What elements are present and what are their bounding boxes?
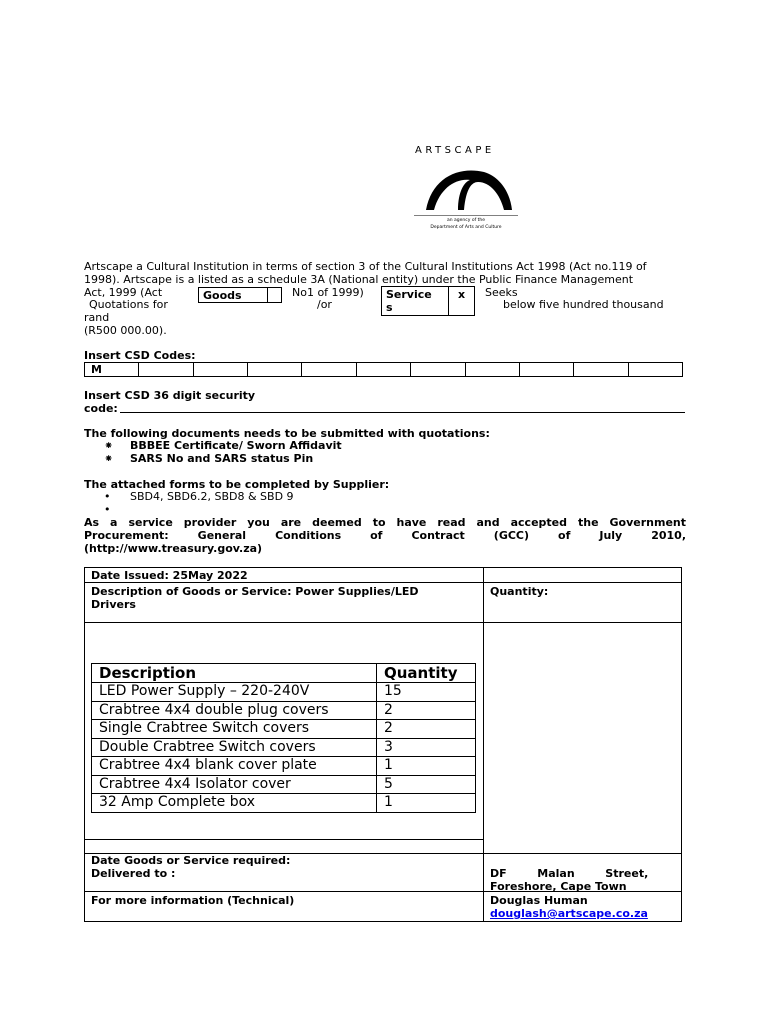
csd-cell-6[interactable] [357, 363, 411, 376]
table-divider [85, 622, 681, 623]
intro-line-1: Artscape a Cultural Institution in terms of section 3 of the Cultural Institutions Act 1998 (Act no.119 of [84, 260, 647, 273]
gcc-line-3: (http://www.treasury.gov.za) [84, 542, 263, 555]
csd-cell-5[interactable] [302, 363, 356, 376]
bullet-icon: ⁕ [104, 439, 114, 452]
csd-security-label-2: code: [84, 402, 118, 415]
description-line-1: Description of Goods or Service: Power Supplies/LED [91, 585, 419, 598]
intro-line-4b: /or [317, 298, 332, 311]
table-divider [483, 568, 484, 921]
csd-cell-7[interactable] [411, 363, 465, 376]
logo-subtitle-1: an agency of the [447, 218, 485, 223]
table-divider [85, 839, 483, 840]
csd-security-label-1: Insert CSD 36 digit security [84, 389, 256, 402]
csd-cell-8[interactable] [466, 363, 520, 376]
forms-heading: The attached forms to be completed by Supplier: [84, 478, 390, 491]
gcc-line-1: As a service provider you are deemed to have read and accepted the Government [84, 516, 686, 529]
intro-line-2: 1998). Artscape is a listed as a schedule 3A (National entity) under the Public Finance Management [84, 273, 634, 286]
goods-mark [268, 288, 281, 302]
artscape-logo-icon [412, 160, 520, 216]
date-issued: Date Issued: 25May 2022 [91, 569, 248, 582]
csd-cell-10[interactable] [574, 363, 628, 376]
csd-cell-3[interactable] [194, 363, 248, 376]
list-item: • SBD4, SBD6.2, SBD8 & SBD 9 [104, 490, 294, 503]
items-table [91, 663, 476, 813]
delivery-address-line-2: Foreshore, Cape Town [490, 880, 627, 893]
column-header-quantity: Quantity [377, 664, 476, 683]
delivered-to-label: Delivered to : [91, 867, 176, 880]
bullet-icon: • [104, 502, 111, 516]
bullet-icon: • [104, 490, 111, 503]
csd-cell-4[interactable] [248, 363, 302, 376]
services-label-2: s [386, 301, 393, 314]
request-table [84, 567, 682, 922]
logo-subtitle-2: Department of Arts and Culture [430, 225, 502, 230]
table-row: LED Power Supply – 220-240V 15 [92, 683, 476, 702]
services-checkbox[interactable] [381, 286, 475, 316]
delivery-address-line-1: DF Malan Street, [490, 867, 649, 880]
csd-codes-label: Insert CSD Codes: [84, 349, 196, 362]
csd-cell-2[interactable] [139, 363, 193, 376]
services-label [382, 287, 449, 315]
documents-heading: The following documents needs to be submitted with quotations: [84, 427, 490, 440]
intro-line-4c: below five hundred thousand [503, 298, 664, 311]
csd-security-code-field[interactable] [120, 400, 685, 413]
date-required-label: Date Goods or Service required: [91, 854, 291, 867]
logo-wordmark: ARTSCAPE [415, 145, 495, 156]
table-row: 32 Amp Complete box 1 [92, 794, 476, 813]
table-row: Crabtree 4x4 double plug covers 2 [92, 701, 476, 720]
intro-line-5: rand [84, 311, 110, 324]
intro-line-6: (R500 000.00). [84, 324, 167, 337]
intro-line-4a: Quotations for [89, 298, 168, 311]
column-header-description: Description [92, 664, 377, 683]
table-row: Crabtree 4x4 blank cover plate 1 [92, 757, 476, 776]
table-header-row [92, 664, 476, 683]
csd-cell-9[interactable] [520, 363, 574, 376]
description-line-2: Drivers [91, 598, 136, 611]
intro-line-3c: Seeks [485, 286, 518, 299]
goods-label: Goods [199, 288, 268, 302]
csd-codes-table[interactable] [84, 362, 683, 377]
csd-cell-1[interactable]: M [85, 363, 139, 376]
table-divider [85, 582, 681, 583]
services-label-1: Service [386, 288, 432, 301]
services-mark: x [457, 288, 466, 301]
table-row: Single Crabtree Switch covers 2 [92, 720, 476, 739]
documents-list [84, 440, 684, 465]
list-item: ⁕ BBBEE Certificate/ Sworn Affidavit [104, 439, 342, 452]
csd-cell-11[interactable] [629, 363, 682, 376]
list-item: ⁕ SARS No and SARS status Pin [104, 451, 314, 465]
quantity-label: Quantity: [490, 585, 549, 598]
gcc-line-2: Procurement: General Conditions of Contract (GCC) of July 2010, [84, 529, 686, 542]
bullet-icon: ⁕ [104, 451, 114, 465]
table-row: Crabtree 4x4 Isolator cover 5 [92, 775, 476, 794]
contact-email-link[interactable]: douglash@artscape.co.za [490, 907, 648, 920]
contact-name: Douglas Human [490, 894, 588, 907]
forms-list [84, 490, 684, 516]
goods-checkbox[interactable] [198, 287, 282, 303]
table-row: Double Crabtree Switch covers 3 [92, 738, 476, 757]
intro-line-3b: No1 of 1999) [292, 286, 364, 299]
intro-line-3a: Act, 1999 (Act [84, 286, 163, 299]
more-info-label: For more information (Technical) [91, 894, 295, 907]
